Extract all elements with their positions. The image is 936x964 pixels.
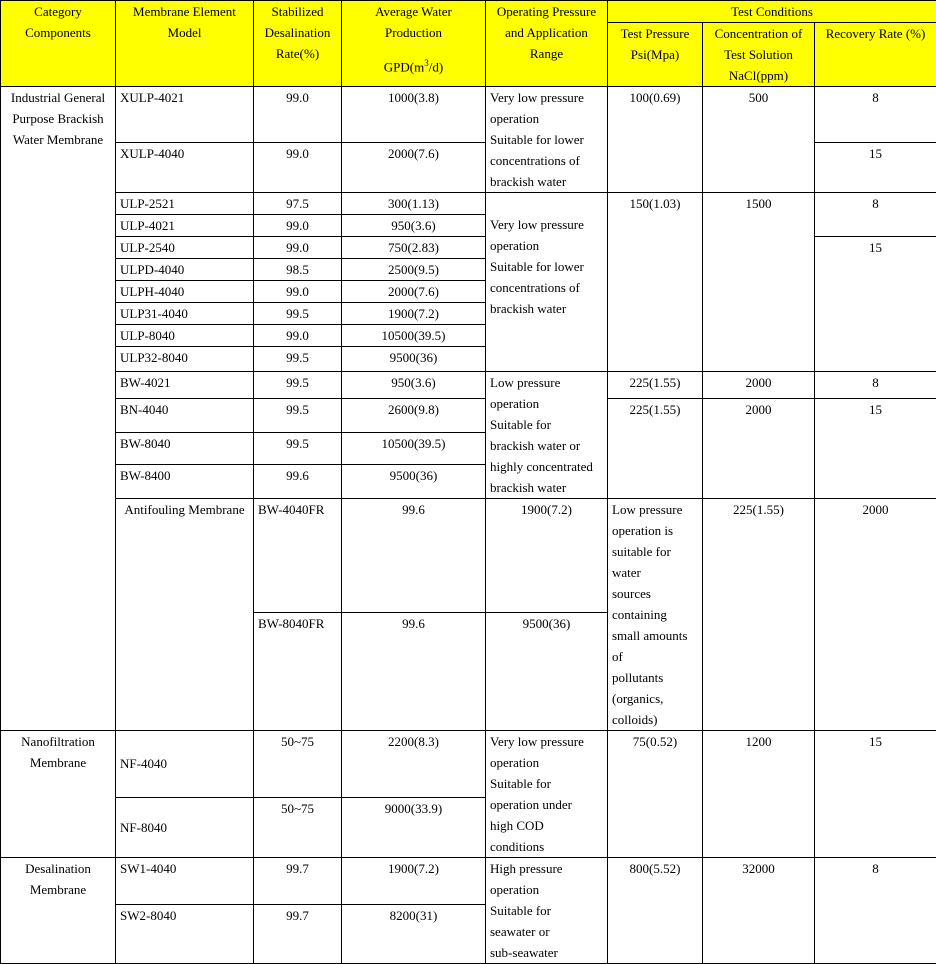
pressure-line: operation [490,235,603,256]
rate-cell: 99.7 [254,858,342,905]
pressure-line: operation under [490,794,603,815]
pressure-line: Suitable for lower [490,256,603,277]
model-cell: BW-8400 [116,465,254,499]
production-cell: 2500(9.5) [342,259,486,281]
pressure-line: sources containing [612,583,698,625]
production-cell: 2600(9.8) [342,399,486,433]
rate-cell: 99.0 [254,87,342,143]
rate-cell: 50~75 [254,731,342,798]
pressure-line: pollutants [612,667,698,688]
pressure-line: brackish water [490,298,603,319]
production-cell: 10500(39.5) [342,325,486,347]
production-cell: 2000(7.6) [342,142,486,192]
pressure-line: sub-seawater [490,942,603,963]
rate-cell: 99.6 [254,465,342,499]
header-test-conditions: Test Conditions [608,1,936,23]
concentration-cell: 1200 [703,731,815,858]
rate-cell: 99.5 [254,372,342,399]
pressure-line: brackish water [490,171,603,192]
model-cell: NF-8040 [116,797,254,857]
category-antifouling: Antifouling Membrane [116,499,254,731]
pressure-line: brackish water or [490,435,603,456]
pressure-line: small amounts of [612,625,698,667]
header-production-label: Average Water Production [375,4,452,40]
test-pressure-cell: 225(1.55) [608,399,703,499]
rate-cell: 99.5 [254,399,342,433]
rate-cell: 99.7 [254,904,342,963]
production-cell: 2000(7.6) [342,281,486,303]
production-cell: 950(3.6) [342,215,486,237]
header-concentration: Concentration of Test Solution NaCl(ppm) [703,23,815,87]
model-cell: ULP-2540 [116,237,254,259]
production-cell: 10500(39.5) [342,433,486,465]
pressure-line: suitable for water [612,541,698,583]
production-cell: 1000(3.8) [342,87,486,143]
category-nanofiltration: Nanofiltration Membrane [1,731,116,858]
production-cell: 2200(8.3) [342,731,486,798]
pressure-range-nf [486,731,608,858]
model-cell: ULP-2521 [116,193,254,215]
rate-cell: 99.0 [254,281,342,303]
rate-cell: 99.6 [342,499,486,613]
model-cell: BW-8040 [116,433,254,465]
pressure-range-xulp [486,87,608,193]
recovery-cell: 8 [815,858,936,964]
rate-cell: 99.0 [254,215,342,237]
production-cell: 1900(7.2) [342,858,486,905]
pressure-line: operation is [612,520,698,541]
production-cell: 1900(7.2) [342,303,486,325]
model-cell: BW-8040FR [254,613,342,731]
pressure-range-bw [486,372,608,499]
pressure-line: high COD [490,815,603,836]
pressure-line: Suitable for [490,900,603,921]
production-cell: 300(1.13) [342,193,486,215]
pressure-line: conditions [490,836,603,857]
pressure-line: seawater or [490,921,603,942]
model-cell: SW2-8040 [116,904,254,963]
pressure-line: Suitable for [490,414,603,435]
rate-cell: 99.0 [254,142,342,192]
production-cell: 9500(36) [342,347,486,372]
production-cell: 1900(7.2) [486,499,608,613]
production-cell: 8200(31) [342,904,486,963]
test-pressure-cell: 100(0.69) [608,87,703,193]
production-cell: 9000(33.9) [342,797,486,857]
rate-cell: 99.5 [254,347,342,372]
pressure-range-sw [486,858,608,964]
concentration-cell: 2000 [815,499,936,731]
pressure-range-fr [608,499,703,731]
model-cell: XULP-4021 [116,87,254,143]
pressure-line: operation [490,879,603,900]
recovery-cell: 15 [815,142,936,192]
rate-cell: 50~75 [254,797,342,857]
rate-cell: 97.5 [254,193,342,215]
production-cell: 750(2.83) [342,237,486,259]
pressure-line: concentrations of [490,277,603,298]
model-cell: ULPH-4040 [116,281,254,303]
rate-cell: 99.0 [254,237,342,259]
pressure-line: (organics, colloids) [612,688,698,730]
production-cell: 9500(36) [342,465,486,499]
pressure-line: operation [490,108,603,129]
model-cell: ULP32-8040 [116,347,254,372]
model-cell: XULP-4040 [116,142,254,192]
concentration-cell: 1500 [703,193,815,372]
category-desalination: Desalination Membrane [1,858,116,964]
pressure-line: operation [490,393,603,414]
header-rate: Stabilized Desalination Rate(%) [254,1,342,87]
test-pressure-cell: 150(1.03) [608,193,703,372]
model-cell: NF-4040 [116,731,254,798]
category-industrial: Industrial General Purpose Brackish Water Membrane [1,87,116,731]
pressure-line: Very low pressure [490,87,603,108]
rate-cell: 99.5 [254,433,342,465]
production-cell: 9500(36) [486,613,608,731]
production-cell: 950(3.6) [342,372,486,399]
pressure-line: concentrations of [490,150,603,171]
model-cell: BW-4021 [116,372,254,399]
header-pressure-range: Operating Pressure and Application Range [486,1,608,87]
model-cell: ULP-8040 [116,325,254,347]
header-test-pressure: Test Pressure Psi(Mpa) [608,23,703,87]
recovery-cell: 15 [815,237,936,372]
recovery-cell: 15 [815,731,936,858]
pressure-line: Very low pressure [490,214,603,235]
header-category: Category Components [1,1,116,87]
header-recovery: Recovery Rate (%) [815,23,936,87]
concentration-cell: 32000 [703,858,815,964]
pressure-line: brackish water [490,477,603,498]
pressure-line: High pressure [490,858,603,879]
rate-cell: 99.5 [254,303,342,325]
recovery-cell: 8 [815,193,936,237]
test-pressure-cell: 75(0.52) [608,731,703,858]
model-cell: ULPD-4040 [116,259,254,281]
test-pressure-cell: 225(1.55) [703,499,815,731]
recovery-cell: 15 [815,399,936,499]
rate-cell: 99.6 [342,613,486,731]
recovery-cell: 8 [815,87,936,143]
model-cell: ULP31-4040 [116,303,254,325]
pressure-range-ulp [486,193,608,372]
recovery-cell: 8 [815,372,936,399]
header-production [342,1,486,87]
pressure-line: Low pressure [490,372,603,393]
model-cell: ULP-4021 [116,215,254,237]
test-pressure-cell: 225(1.55) [608,372,703,399]
model-cell: BW-4040FR [254,499,342,613]
concentration-cell: 2000 [703,399,815,499]
header-model: Membrane Element Model [116,1,254,87]
rate-cell: 98.5 [254,259,342,281]
pressure-line: Low pressure [612,499,698,520]
pressure-line: operation [490,752,603,773]
concentration-cell: 500 [703,87,815,193]
pressure-line: Suitable for [490,773,603,794]
pressure-line: Very low pressure [490,731,603,752]
pressure-line: Suitable for lower [490,129,603,150]
rate-cell: 99.0 [254,325,342,347]
model-cell: SW1-4040 [116,858,254,905]
model-cell: BN-4040 [116,399,254,433]
header-production-unit: $GPD(m^3/d)$ [346,53,481,77]
concentration-cell: 2000 [703,372,815,399]
test-pressure-cell: 800(5.52) [608,858,703,964]
pressure-line: highly concentrated [490,456,603,477]
